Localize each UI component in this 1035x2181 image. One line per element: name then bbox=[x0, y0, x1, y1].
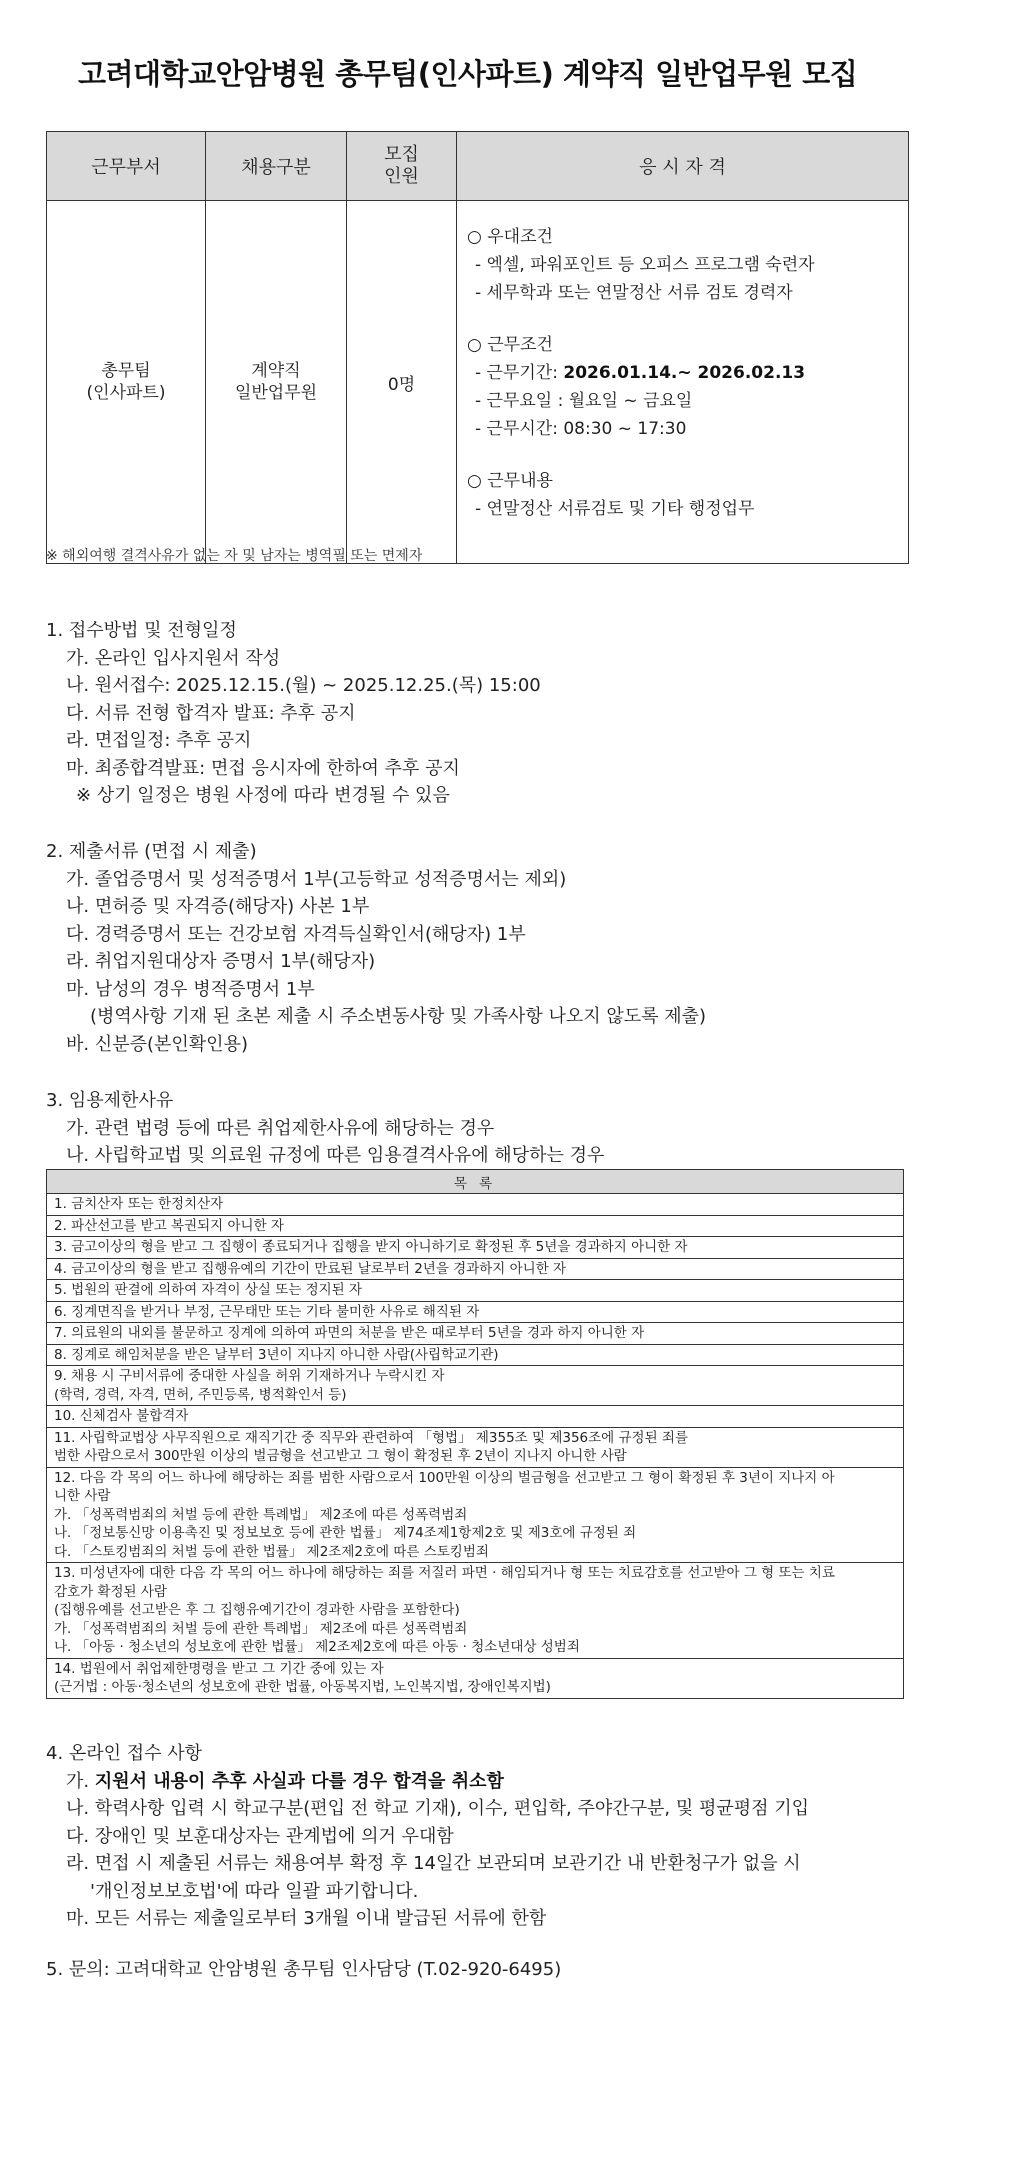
list-item: 바. 신분증(본인확인용) bbox=[66, 1033, 248, 1055]
qual-conditions-period: - 근무기간: 2026.01.14.~ 2026.02.13 bbox=[475, 363, 806, 383]
schedule-note: ※ 상기 일정은 병원 사정에 따라 변경될 수 있음 bbox=[76, 785, 450, 806]
header-department: 근무부서 bbox=[47, 132, 206, 201]
cell-qualifications bbox=[457, 201, 909, 564]
table-row bbox=[47, 1658, 904, 1698]
restriction-line: 14. 법원에서 취업제한명령을 받고 그 기간 중에 있는 자 bbox=[54, 1660, 384, 1677]
restriction-line: 10. 신체검사 불합격자 bbox=[54, 1408, 189, 1424]
cell-headcount: 0명 bbox=[347, 201, 457, 564]
list-item: 가. 관련 법령 등에 따른 취업제한사유에 해당하는 경우 bbox=[66, 1117, 495, 1139]
table-row bbox=[47, 1323, 904, 1345]
restriction-cell bbox=[47, 1215, 904, 1237]
restriction-cell bbox=[47, 1301, 904, 1323]
list-item: 라. 면접일정: 추후 공지 bbox=[66, 730, 252, 751]
restriction-cell bbox=[47, 1344, 904, 1366]
table-row bbox=[47, 1237, 904, 1259]
qual-conditions-days: - 근무요일 : 월요일 ~ 금요일 bbox=[475, 391, 693, 411]
table-row bbox=[47, 1301, 904, 1323]
header-qualifications: 응 시 자 격 bbox=[457, 132, 909, 201]
cancellation-warning: 지원서 내용이 추후 사실과 다를 경우 합격을 취소함 bbox=[94, 1770, 504, 1792]
qual-preferred-item: - 세무학과 또는 연말정산 서류 검토 경력자 bbox=[475, 283, 793, 303]
list-item: 나. 면허증 및 자격증(해당자) 사본 1부 bbox=[66, 896, 370, 917]
table-row bbox=[47, 1194, 904, 1216]
section-application bbox=[46, 617, 541, 810]
restriction-line: 6. 징계면직을 받거나 부정, 근무태만 또는 기타 불미한 사유로 해직된 자 bbox=[54, 1303, 480, 1320]
list-item: 마. 최종합격발표: 면접 응시자에 한하여 추후 공지 bbox=[66, 757, 460, 779]
table-row bbox=[47, 1280, 904, 1302]
restriction-cell bbox=[47, 1280, 904, 1302]
restriction-line: 가. 「성폭력범죄의 처벌 등에 관한 특례법」 제2조에 따른 성폭력범죄 bbox=[54, 1506, 468, 1523]
restriction-line: 12. 다음 각 목의 어느 하나에 해당하는 죄를 범한 사람으로서 100만원 이상의 벌금형을 선고받고 그 형이 확정된 후 3년이 지나지 아 bbox=[54, 1469, 835, 1486]
restriction-line: 13. 미성년자에 대한 다음 각 목의 어느 하나에 해당하는 죄를 저질러 파면 · 해임되거나 형 또는 치료감호를 선고받아 그 형 또는 치료 bbox=[54, 1565, 835, 1581]
section-online bbox=[46, 1740, 809, 1933]
list-item: 가. 지원서 내용이 추후 사실과 다를 경우 합격을 취소함 bbox=[66, 1770, 504, 1792]
restriction-cell bbox=[47, 1563, 904, 1659]
section-heading: 4. 온라인 접수 사항 bbox=[46, 1743, 203, 1764]
work-period-value: 2026.01.14.~ 2026.02.13 bbox=[563, 363, 806, 383]
restriction-line: 가. 「성폭력범죄의 처벌 등에 관한 특례법」 제2조에 따른 성폭력범죄 bbox=[54, 1620, 468, 1637]
section-contact: 5. 문의: 고려대학교 안암병원 총무팀 인사담당 (T.02-920-6495) bbox=[46, 1959, 562, 1980]
recruitment-table bbox=[46, 131, 909, 564]
qual-conditions-heading: ○ 근무조건 bbox=[467, 335, 553, 355]
section-heading: 1. 접수방법 및 전형일정 bbox=[46, 620, 237, 641]
restriction-line: 2. 파산선고를 받고 복권되지 아니한 자 bbox=[54, 1217, 284, 1234]
section-heading: 2. 제출서류 (면접 시 제출) bbox=[46, 841, 257, 862]
restriction-cell bbox=[47, 1237, 904, 1259]
restriction-line: 11. 사립학교법상 사무직원으로 재직기간 중 직무와 관련하여 「형법」 제355조 및 제356조에 규정된 죄를 bbox=[54, 1429, 689, 1446]
list-item: 가. 온라인 입사지원서 작성 bbox=[66, 647, 281, 669]
restriction-line: 5. 법원의 판결에 의하여 자격이 상실 또는 정지된 자 bbox=[54, 1282, 363, 1298]
list-item: 나. 원서접수: 2025.12.15.(월) ~ 2025.12.25.(목) 15:00 bbox=[66, 675, 541, 696]
restriction-cell bbox=[47, 1427, 904, 1467]
eligibility-note: ※ 해외여행 결격사유가 없는 자 및 남자는 병역필 또는 면제자 bbox=[46, 548, 423, 564]
restriction-line: 니한 사람 bbox=[54, 1488, 111, 1504]
qual-duties-item: - 연말정산 서류검토 및 기타 행정업무 bbox=[475, 499, 755, 519]
restriction-line: 8. 징계로 해임처분을 받은 날부터 3년이 지나지 아니한 사람(사립학교기관) bbox=[54, 1346, 499, 1363]
restriction-line: 나. 「정보통신망 이용촉진 및 정보보호 등에 관한 법률」 제74조제1항제2호 및 제3호에 규정된 죄 bbox=[54, 1525, 637, 1541]
restriction-cell bbox=[47, 1366, 904, 1406]
restriction-line: 4. 금고이상의 형을 받고 집행유예의 기간이 만료된 날로부터 2년을 경과하지 아니한 자 bbox=[54, 1260, 567, 1277]
restriction-line: (학력, 경력, 자격, 면허, 주민등록, 병적확인서 등) bbox=[54, 1386, 347, 1403]
restriction-line: 감호가 확정된 사람 bbox=[54, 1583, 167, 1600]
table-row bbox=[47, 1563, 904, 1659]
restriction-cell bbox=[47, 1406, 904, 1428]
header-headcount: 모집 인원 bbox=[347, 132, 457, 201]
list-item: 나. 학력사항 입력 시 학교구분(편입 전 학교 기재), 이수, 편입학, 주야간구분, 및 평균평점 기입 bbox=[66, 1798, 809, 1819]
restriction-cell bbox=[47, 1194, 904, 1216]
restrictions-header: 목 록 bbox=[47, 1170, 904, 1194]
restriction-cell bbox=[47, 1258, 904, 1280]
restriction-line: 나. 「아동 · 청소년의 성보호에 관한 법률」 제2조제2호에 따른 아동 · 청소년대상 성범죄 bbox=[54, 1639, 580, 1655]
table-row bbox=[47, 1258, 904, 1280]
list-item: 라. 면접 시 제출된 서류는 채용여부 확정 후 14일간 보관되며 보관기간 내 반환청구가 없을 시 bbox=[66, 1853, 801, 1874]
list-sub-item: '개인정보보호법'에 따라 일괄 파기합니다. bbox=[90, 1880, 419, 1902]
qual-duties-heading: ○ 근무내용 bbox=[467, 471, 553, 491]
table-row bbox=[47, 1406, 904, 1428]
section-heading: 3. 임용제한사유 bbox=[46, 1090, 174, 1111]
section-restrictions bbox=[46, 1087, 604, 1170]
restriction-line: 7. 의료원의 내외를 불문하고 징계에 의하여 파면의 처분을 받은 때로부터 5년을 경과 하지 아니한 자 bbox=[54, 1325, 645, 1341]
qual-preferred-heading: ○ 우대조건 bbox=[467, 227, 553, 247]
restriction-line: 범한 사람으로서 300만원 이상의 벌금형을 선고받고 그 형이 확정된 후 2년이 지나지 아니한 사람 bbox=[54, 1448, 627, 1464]
cell-employment-type: 계약직 일반업무원 bbox=[206, 201, 347, 564]
section-documents bbox=[46, 838, 706, 1058]
list-item: 다. 장애인 및 보훈대상자는 관계법에 의거 우대함 bbox=[66, 1825, 454, 1847]
table-row bbox=[47, 1215, 904, 1237]
list-item: 가. 졸업증명서 및 성적증명서 1부(고등학교 성적증명서는 제외) bbox=[66, 868, 567, 890]
restriction-line: 9. 채용 시 구비서류에 중대한 사실을 허위 기재하거나 누락시킨 자 bbox=[54, 1368, 445, 1384]
table-row bbox=[47, 1427, 904, 1467]
restriction-line: 다. 「스토킹범죄의 처벌 등에 관한 법률」 제2조제2호에 따른 스토킹범죄 bbox=[54, 1543, 489, 1560]
list-item: 다. 경력증명서 또는 건강보험 자격득실확인서(해당자) 1부 bbox=[66, 923, 526, 945]
list-item: 마. 남성의 경우 병적증명서 1부 bbox=[66, 978, 315, 1000]
table-row bbox=[47, 1344, 904, 1366]
restriction-cell bbox=[47, 1658, 904, 1698]
qual-preferred-item: - 엑셀, 파워포인트 등 오피스 프로그램 숙련자 bbox=[475, 255, 815, 275]
list-sub-item: (병역사항 기재 된 초본 제출 시 주소변동사항 및 가족사항 나오지 않도록 제출) bbox=[90, 1006, 707, 1027]
list-item: 라. 취업지원대상자 증명서 1부(해당자) bbox=[66, 951, 376, 972]
restriction-cell bbox=[47, 1467, 904, 1563]
list-item: 마. 모든 서류는 제출일로부터 3개월 이내 발급된 서류에 한함 bbox=[66, 1908, 547, 1929]
list-item: 나. 사립학교법 및 의료원 규정에 따른 임용결격사유에 해당하는 경우 bbox=[66, 1145, 605, 1166]
restriction-line: (근거법 : 아동·청소년의 성보호에 관한 법률, 아동복지법, 노인복지법, 장애인복지법) bbox=[54, 1679, 551, 1695]
list-item: 다. 서류 전형 합격자 발표: 추후 공지 bbox=[66, 702, 356, 724]
page-title: 고려대학교안암병원 총무팀(인사파트) 계약직 일반업무원 모집 bbox=[78, 57, 858, 91]
table-row bbox=[47, 1467, 904, 1563]
cell-department: 총무팀 (인사파트) bbox=[47, 201, 206, 564]
table-row bbox=[47, 1366, 904, 1406]
restriction-line: (집행유예를 선고받은 후 그 집행유예기간이 경과한 사람을 포함한다) bbox=[54, 1602, 460, 1618]
restrictions-table bbox=[46, 1169, 904, 1699]
qual-conditions-hours: - 근무시간: 08:30 ~ 17:30 bbox=[475, 419, 687, 439]
restriction-cell bbox=[47, 1323, 904, 1345]
header-employment-type: 채용구분 bbox=[206, 132, 347, 201]
restriction-line: 1. 금치산자 또는 한정치산자 bbox=[54, 1196, 224, 1212]
restriction-line: 3. 금고이상의 형을 받고 그 집행이 종료되거나 집행을 받지 아니하기로 확정된 후 5년을 경과하지 아니한 자 bbox=[54, 1239, 688, 1255]
